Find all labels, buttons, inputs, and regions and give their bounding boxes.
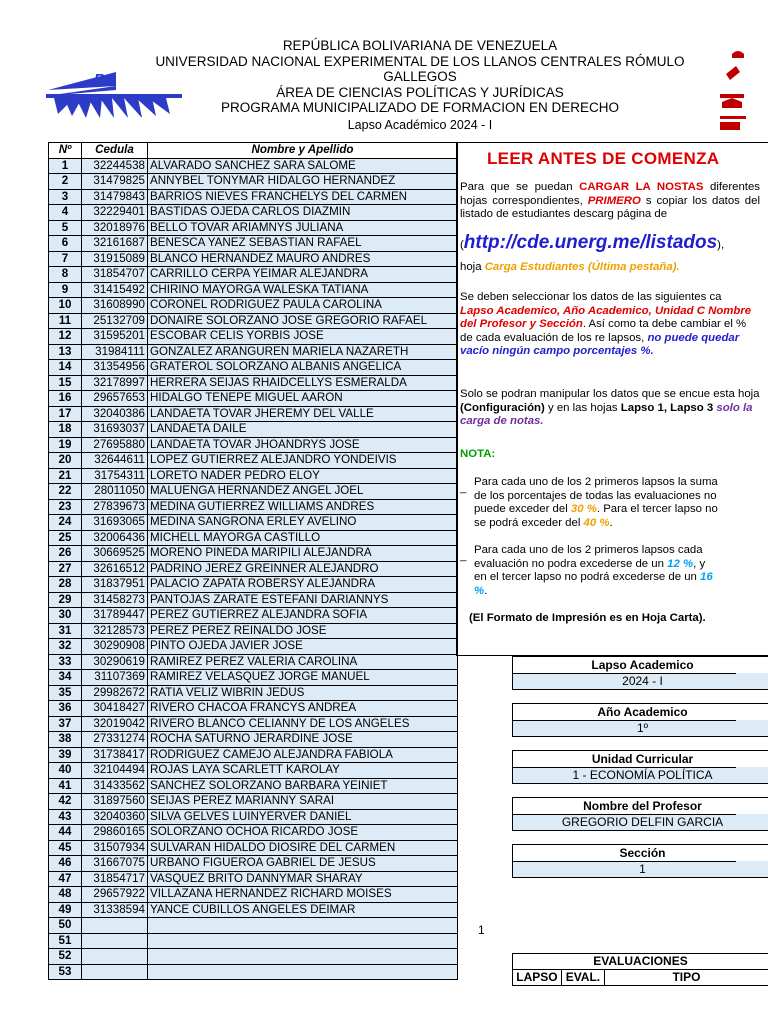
row-cedula[interactable]: 32040360 (82, 809, 148, 825)
row-number: 36 (49, 701, 82, 717)
table-row (49, 964, 458, 980)
row-number: 21 (49, 468, 82, 484)
p1-carga-estudiantes: Carga Estudiantes (Última pestaña). (484, 261, 680, 273)
table-row (49, 406, 458, 422)
table-row (49, 158, 458, 174)
p1-cargar-notas: CARGAR LA NOSTAS (579, 181, 704, 193)
row-nombre[interactable]: BARRIOS NIEVES FRANCHELYS DEL CARMEN (148, 189, 458, 205)
row-nombre[interactable]: RIVERO CHACOA FRANCYS ANDREA (148, 701, 458, 717)
field-lapso-academico (512, 656, 768, 690)
nota-item-1 (460, 476, 720, 530)
row-nombre[interactable]: ROJAS LAYA SCARLETT KAROLAY (148, 763, 458, 779)
instructions-hoja-line (460, 261, 760, 275)
row-cedula[interactable]: 31667075 (82, 856, 148, 872)
row-number: 6 (49, 236, 82, 252)
instructions-paragraph-3 (460, 388, 760, 429)
row-number: 37 (49, 716, 82, 732)
p1-text-f: ), (717, 239, 725, 251)
row-cedula[interactable]: 31837951 (82, 577, 148, 593)
row-number: 53 (49, 964, 82, 980)
row-cedula[interactable]: 29657653 (82, 391, 148, 407)
field-lapso-value[interactable]: 2024 - I (512, 674, 768, 690)
row-nombre[interactable]: BELLO TOVAR ARIAMNYS JULIANA (148, 220, 458, 236)
p4-text-a: Para cada uno de los 2 primeros lapsos la suma de los porcentajes de todas las evaluaciones no puede exceder del (474, 476, 718, 516)
row-nombre[interactable]: BENESCA YANEZ SEBASTIAN RAFAEL (148, 236, 458, 252)
page-number: 1 (478, 923, 485, 937)
table-row (49, 530, 458, 546)
field-profesor-label: Nombre del Profesor (512, 797, 768, 815)
table-row (49, 732, 458, 748)
row-number: 47 (49, 871, 82, 887)
table-row (49, 515, 458, 531)
field-lapso-label: Lapso Academico (512, 656, 768, 674)
evaluaciones-title: EVALUACIONES (513, 954, 768, 970)
row-cedula[interactable]: 31854717 (82, 871, 148, 887)
row-nombre[interactable]: BASTIDAS OJEDA CARLOS DIAZMIN (148, 205, 458, 221)
table-row (49, 809, 458, 825)
p4-text-e: . (609, 516, 613, 529)
row-number: 26 (49, 546, 82, 562)
row-cedula[interactable] (82, 949, 148, 965)
row-nombre[interactable]: PADRINO JEREZ GREINNER ALEJANDRO (148, 561, 458, 577)
row-nombre[interactable]: CHIRINO MAYORGA WALESKA TATIANA (148, 282, 458, 298)
table-row (49, 592, 458, 608)
p4-40pct: 40 % (583, 516, 610, 529)
row-number: 8 (49, 267, 82, 283)
row-nombre[interactable]: ALVARADO SANCHEZ SARA SALOME (148, 158, 458, 174)
row-nombre[interactable]: ROCHA SATURNO JERARDINE JOSE (148, 732, 458, 748)
row-nombre[interactable]: RIVERO BLANCO CELIANNY DE LOS ANGELES (148, 716, 458, 732)
row-cedula[interactable] (82, 918, 148, 934)
table-row (49, 701, 458, 717)
row-number: 31 (49, 623, 82, 639)
p2-text-a: Se deben seleccionar los datos de las siguientes ca (460, 291, 722, 303)
row-number: 29 (49, 592, 82, 608)
p1-text-c: diferentes hojas correspondientes, (460, 181, 761, 207)
row-nombre[interactable]: VASQUEZ BRITO DANNYMAR SHARAY (148, 871, 458, 887)
row-number: 39 (49, 747, 82, 763)
row-number: 43 (49, 809, 82, 825)
row-number: 50 (49, 918, 82, 934)
row-number: 41 (49, 778, 82, 794)
row-cedula[interactable]: 31107369 (82, 670, 148, 686)
row-nombre[interactable]: URBANO FIGUEROA GABRIEL DE JESUS (148, 856, 458, 872)
row-nombre[interactable]: BLANCO HERNANDEZ MAURO ANDRES (148, 251, 458, 267)
table-row (49, 902, 458, 918)
table-row (49, 499, 458, 515)
logo-letters: RG (94, 71, 117, 88)
row-cedula[interactable]: 31693065 (82, 515, 148, 531)
field-seccion-value[interactable]: 1 (512, 862, 768, 878)
table-row (49, 344, 458, 360)
table-row (49, 360, 458, 376)
row-number: 18 (49, 422, 82, 438)
row-nombre[interactable]: DONAIRE SOLORZANO JOSE GREGORIO RAFAEL (148, 313, 458, 329)
p3-text-a: Solo se podran manipular los datos que se encue esta hoja (460, 388, 760, 400)
table-row (49, 670, 458, 686)
row-number: 42 (49, 794, 82, 810)
field-nombre-profesor (512, 797, 768, 831)
row-nombre[interactable]: PEREZ PEREZ REINALDO JOSE (148, 623, 458, 639)
row-number: 12 (49, 329, 82, 345)
row-number: 44 (49, 825, 82, 841)
row-cedula[interactable]: 32229401 (82, 205, 148, 221)
row-nombre[interactable]: ESCOBAR CELIS YORBIS JOSE (148, 329, 458, 345)
field-profesor-value[interactable]: GREGORIO DELFIN GARCIA (512, 815, 768, 831)
row-number: 40 (49, 763, 82, 779)
row-cedula[interactable]: 31608990 (82, 298, 148, 314)
row-cedula[interactable]: 32006436 (82, 530, 148, 546)
row-nombre[interactable]: SULVARAN HIDALDO DIOSIRE DEL CARMEN (148, 840, 458, 856)
row-nombre[interactable]: RAMIREZ VELASQUEZ JORGE MANUEL (148, 670, 458, 686)
row-nombre[interactable]: PALACIO ZAPATA ROBERSY ALEJANDRA (148, 577, 458, 593)
header-line-lapso: Lapso Académico 2024 - I (347, 117, 493, 132)
row-number: 35 (49, 685, 82, 701)
row-cedula[interactable]: 31915089 (82, 251, 148, 267)
table-row (49, 949, 458, 965)
p4-text-c: . Para el tercer lapso no se podrá exceder del (474, 503, 718, 529)
row-nombre[interactable]: MORENO PINEDA MARIPILI ALEJANDRA (148, 546, 458, 562)
table-row (49, 391, 458, 407)
table-row (49, 298, 458, 314)
row-nombre[interactable]: RATIA VELIZ WIBRIN JEDUS (148, 685, 458, 701)
eval-col-eval: EVAL. (561, 970, 604, 986)
row-cedula[interactable]: 31507934 (82, 840, 148, 856)
row-number: 25 (49, 530, 82, 546)
row-nombre[interactable] (148, 964, 458, 980)
row-cedula[interactable]: 32018976 (82, 220, 148, 236)
row-cedula[interactable]: 32040386 (82, 406, 148, 422)
p2-no-vacio: no puede quedar vacío ningún campo porcentajes %. (460, 331, 740, 358)
row-number: 19 (49, 437, 82, 453)
table-row (49, 484, 458, 500)
field-unidad-extension (736, 767, 768, 782)
row-cedula[interactable]: 31458273 (82, 592, 148, 608)
table-row (49, 763, 458, 779)
table-row (49, 189, 458, 205)
field-unidad-label: Unidad Curricular (512, 750, 768, 768)
row-number: 2 (49, 174, 82, 190)
row-nombre[interactable]: VILLAZANA HERNANDEZ RICHARD MOISES (148, 887, 458, 903)
row-cedula[interactable]: 32104494 (82, 763, 148, 779)
field-lapso-extension (736, 673, 768, 688)
field-anio-label: Año Academico (512, 703, 768, 721)
nota-label: NOTA: (460, 448, 496, 460)
table-header-row (49, 143, 458, 159)
header-line-area: ÁREA DE CIENCIAS POLÍTICAS Y JURÍDICAS (276, 84, 564, 100)
university-logo (46, 66, 186, 118)
row-number: 28 (49, 577, 82, 593)
row-nombre[interactable]: YANCE CUBILLOS ANGELES DEIMAR (148, 902, 458, 918)
row-cedula[interactable]: 32128573 (82, 623, 148, 639)
row-cedula[interactable]: 31754311 (82, 468, 148, 484)
instructions-title: LEER ANTES DE COMENZA (487, 149, 720, 168)
field-profesor-extension (736, 814, 768, 829)
evaluaciones-table (512, 953, 768, 986)
row-cedula[interactable]: 32244538 (82, 158, 148, 174)
row-nombre[interactable]: MALUENGA HERNANDEZ ANGEL JOEL (148, 484, 458, 500)
row-cedula[interactable]: 31415492 (82, 282, 148, 298)
row-nombre[interactable]: ANNYBEL TONYMAR HIDALGO HERNANDEZ (148, 174, 458, 190)
row-nombre[interactable]: MEDINA GUTIERREZ WILLIAMS ANDRES (148, 499, 458, 515)
row-number: 38 (49, 732, 82, 748)
table-row (49, 639, 458, 655)
row-nombre[interactable]: LANDAETA DAILE (148, 422, 458, 438)
row-nombre[interactable]: GRATEROL SOLORZANO ALBANIS ANGELICA (148, 360, 458, 376)
header-line-universidad: UNIVERSIDAD NACIONAL EXPERIMENTAL DE LOS LLANOS CENTRALES RÓMULO GALLEGOS (155, 53, 685, 84)
p5-16pct: 16 % (474, 571, 713, 597)
row-cedula[interactable]: 31789447 (82, 608, 148, 624)
table-row (49, 236, 458, 252)
p5-text-c: , y en el tercer lapso no podrá excederse de un (474, 557, 706, 584)
row-number: 34 (49, 670, 82, 686)
table-row (49, 716, 458, 732)
row-cedula[interactable]: 30669525 (82, 546, 148, 562)
table-row (49, 825, 458, 841)
row-number: 13 (49, 344, 82, 360)
table-row (49, 437, 458, 453)
table-row (49, 778, 458, 794)
row-cedula[interactable]: 30418427 (82, 701, 148, 717)
field-unidad-value[interactable]: 1 - ECONOMÍA POLÍTICA (512, 768, 768, 784)
row-number: 16 (49, 391, 82, 407)
eval-col-tipo: TIPO (604, 970, 768, 986)
row-number: 48 (49, 887, 82, 903)
row-number: 5 (49, 220, 82, 236)
field-anio-academico (512, 703, 768, 737)
col-header-nombre: Nombre y Apellido (148, 143, 458, 159)
row-nombre[interactable]: SANCHEZ SOLORZANO BARBARA YEINIET (148, 778, 458, 794)
row-cedula[interactable]: 32616512 (82, 561, 148, 577)
table-row (49, 267, 458, 283)
row-number: 10 (49, 298, 82, 314)
field-anio-extension (736, 720, 768, 735)
table-row (49, 887, 458, 903)
row-cedula[interactable]: 29860165 (82, 825, 148, 841)
row-cedula[interactable]: 31479843 (82, 189, 148, 205)
row-nombre[interactable]: SILVA GELVES LUINYERVER DANIEL (148, 809, 458, 825)
row-cedula[interactable]: 31693037 (82, 422, 148, 438)
row-cedula[interactable] (82, 933, 148, 949)
table-row (49, 561, 458, 577)
row-nombre[interactable]: LOPEZ GUTIERREZ ALEJANDRO YONDEIVIS (148, 453, 458, 469)
row-cedula[interactable]: 27331274 (82, 732, 148, 748)
row-cedula[interactable]: 32644611 (82, 453, 148, 469)
row-number: 33 (49, 654, 82, 670)
table-row (49, 747, 458, 763)
row-number: 23 (49, 499, 82, 515)
row-nombre[interactable]: SOLORZANO OCHOA RICARDO JOSE (148, 825, 458, 841)
row-cedula[interactable]: 32178997 (82, 375, 148, 391)
instructions-paragraph-1 (460, 181, 760, 222)
row-cedula[interactable]: 31854707 (82, 267, 148, 283)
row-nombre[interactable]: SEIJAS PEREZ MARIANNY SARAI (148, 794, 458, 810)
row-nombre[interactable]: PEREZ GUTIERREZ ALEJANDRA SOFIA (148, 608, 458, 624)
field-unidad-curricular (512, 750, 768, 784)
nota-item-2 (460, 544, 720, 598)
row-number: 30 (49, 608, 82, 624)
table-row (49, 453, 458, 469)
table-row (49, 174, 458, 190)
crest-emblem-icon (716, 46, 768, 132)
table-row (49, 329, 458, 345)
table-row (49, 608, 458, 624)
table-row (49, 313, 458, 329)
row-nombre[interactable]: MICHELL MAYORGA CASTILLO (148, 530, 458, 546)
row-cedula[interactable]: 30290619 (82, 654, 148, 670)
instructions-paragraph-2 (460, 291, 760, 359)
table-row (49, 623, 458, 639)
table-row (49, 375, 458, 391)
col-header-cedula: Cedula (82, 143, 148, 159)
p1-text-e: s copiar los datos del listado de estudiantes descarg página de (460, 194, 761, 221)
listados-link[interactable]: http://cde.unerg.me/listados (463, 232, 718, 253)
row-nombre[interactable]: HIDALGO TENEPE MIGUEL AARON (148, 391, 458, 407)
row-number: 22 (49, 484, 82, 500)
row-number: 14 (49, 360, 82, 376)
row-cedula[interactable]: 28011050 (82, 484, 148, 500)
row-nombre[interactable]: CARRILLO CERPA YEIMAR ALEJANDRA (148, 267, 458, 283)
p1-text-a: Para que se puedan (460, 181, 580, 193)
eval-col-lapso: LAPSO (513, 970, 562, 986)
row-number: 20 (49, 453, 82, 469)
row-number: 46 (49, 856, 82, 872)
row-nombre[interactable]: MEDINA SANGRONA ERLEY AVELINO (148, 515, 458, 531)
row-number: 17 (49, 406, 82, 422)
row-number: 49 (49, 902, 82, 918)
field-seccion-extension (736, 861, 768, 876)
row-cedula[interactable]: 27695880 (82, 437, 148, 453)
row-nombre[interactable]: CORONEL RODRIGUEZ PAULA CAROLINA (148, 298, 458, 314)
header-line-republica: REPÚBLICA BOLIVARIANA DE VENEZUELA (282, 38, 558, 53)
table-row (49, 205, 458, 221)
row-cedula[interactable]: 31338594 (82, 902, 148, 918)
row-number: 27 (49, 561, 82, 577)
table-row (49, 918, 458, 934)
table-row (49, 546, 458, 562)
field-anio-value[interactable]: 1º (512, 721, 768, 737)
p3-lapsos: Lapso 1, Lapso 3 (620, 401, 714, 414)
p4-30pct: 30 % (570, 503, 597, 516)
instructions-link-line: (http://cde.unerg.me/listados), (460, 232, 725, 253)
row-nombre[interactable]: PINTO OJEDA JAVIER JOSE (148, 639, 458, 655)
row-cedula[interactable]: 31738417 (82, 747, 148, 763)
p1-text-g: hoja (460, 261, 485, 273)
table-row (49, 468, 458, 484)
row-cedula[interactable]: 31479825 (82, 174, 148, 190)
row-cedula[interactable]: 31595201 (82, 329, 148, 345)
table-row (49, 220, 458, 236)
table-row (49, 933, 458, 949)
row-cedula[interactable]: 32019042 (82, 716, 148, 732)
row-number: 4 (49, 205, 82, 221)
row-number: 15 (49, 375, 82, 391)
row-nombre[interactable]: HERRERA SEIJAS RHAIDCELLYS ESMERALDA (148, 375, 458, 391)
field-seccion (512, 844, 768, 878)
row-nombre[interactable] (148, 949, 458, 965)
row-nombre[interactable] (148, 918, 458, 934)
row-cedula[interactable]: 31354956 (82, 360, 148, 376)
row-number: 9 (49, 282, 82, 298)
table-row (49, 856, 458, 872)
print-format-note: (El Formato de Impresión es en Hoja Carta). (469, 612, 706, 624)
row-nombre[interactable]: PANTOJAS ZARATE ESTEFANI DARIANNYS (148, 592, 458, 608)
p3-text-c: y en las hojas (544, 401, 621, 414)
row-cedula[interactable] (82, 964, 148, 980)
table-row (49, 794, 458, 810)
students-table (48, 142, 458, 980)
row-number: 24 (49, 515, 82, 531)
row-cedula[interactable]: 29657922 (82, 887, 148, 903)
row-nombre[interactable]: LANDAETA TOVAR JHEREMY DEL VALLE (148, 406, 458, 422)
p5-text-a: Para cada uno de los 2 primeros lapsos cada evaluación no podra excederse de un (474, 544, 703, 570)
table-row (49, 251, 458, 267)
p5-text-e: . (484, 584, 488, 597)
p1-primero: PRIMERO (587, 194, 641, 207)
p3-configuracion: (Configuración) (460, 401, 545, 414)
table-row (49, 654, 458, 670)
table-row (49, 577, 458, 593)
row-number: 11 (49, 313, 82, 329)
table-row (49, 282, 458, 298)
row-cedula[interactable]: 30290908 (82, 639, 148, 655)
row-nombre[interactable]: RAMIREZ PEREZ VALERIA CAROLINA (148, 654, 458, 670)
bullet-1: _ (460, 482, 467, 494)
p2-text-c: . Así como ta debe cambiar el % de cada evaluación de los re lapsos, (460, 318, 747, 344)
row-nombre[interactable]: LORETO NADER PEDRO ELOY (148, 468, 458, 484)
row-number: 7 (49, 251, 82, 267)
row-nombre[interactable]: LANDAETA TOVAR JHOANDRYS JOSE (148, 437, 458, 453)
row-cedula[interactable]: 32161687 (82, 236, 148, 252)
p2-campos: Lapso Academico, Año Academico, Unidad C Nombre del Profesor y Sección (460, 304, 752, 331)
bullet-2: _ (460, 550, 467, 562)
p3-solo-notas: solo la carga de notas. (460, 401, 753, 428)
row-cedula[interactable]: 29982672 (82, 685, 148, 701)
row-cedula[interactable]: 25132709 (82, 313, 148, 329)
row-number: 45 (49, 840, 82, 856)
instructions-box (456, 142, 768, 656)
table-row (49, 840, 458, 856)
document-header (120, 38, 720, 133)
table-row (49, 871, 458, 887)
row-number: 51 (49, 933, 82, 949)
row-nombre[interactable]: RODRIGUEZ CAMEJO ALEJANDRA FABIOLA (148, 747, 458, 763)
table-row (49, 685, 458, 701)
row-number: 52 (49, 949, 82, 965)
header-line-programa: PROGRAMA MUNICIPALIZADO DE FORMACION EN DERECHO (220, 100, 620, 115)
table-row (49, 422, 458, 438)
row-cedula[interactable]: 27839673 (82, 499, 148, 515)
row-number: 3 (49, 189, 82, 205)
row-cedula[interactable]: 31984111 (82, 344, 148, 360)
p5-12pct: 12 % (667, 557, 694, 570)
row-nombre[interactable] (148, 933, 458, 949)
row-number: 32 (49, 639, 82, 655)
row-cedula[interactable]: 31433562 (82, 778, 148, 794)
col-header-numero: Nº (49, 143, 82, 159)
row-nombre[interactable]: GONZALEZ ARANGUREN MARIELA NAZARETH (148, 344, 458, 360)
row-cedula[interactable]: 31897560 (82, 794, 148, 810)
field-seccion-label: Sección (512, 844, 768, 862)
row-number: 1 (49, 158, 82, 174)
